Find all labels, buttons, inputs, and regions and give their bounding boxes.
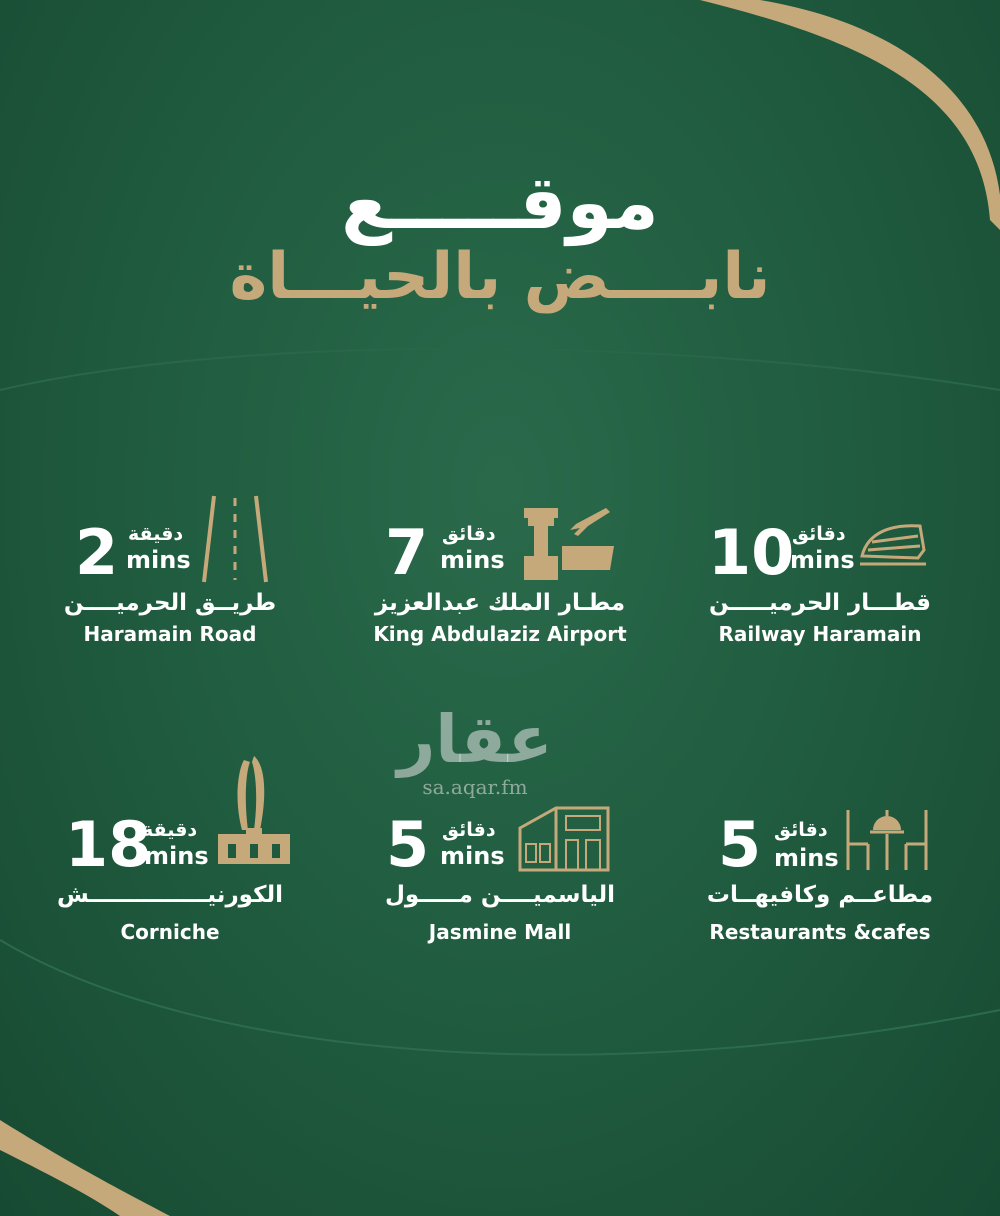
fountain-icon — [214, 750, 294, 870]
watermark-url: sa.aqar.fm — [422, 775, 528, 799]
minutes-unit-en: mins — [440, 842, 505, 870]
place-name-en: Restaurants &cafes — [709, 920, 931, 944]
place-name-ar: الكورنيـــــــــــــــش — [56, 882, 283, 908]
minutes-unit-en: mins — [440, 546, 505, 574]
airport-icon — [518, 504, 618, 584]
mall-icon — [516, 804, 611, 874]
place-name-en: King Abdulaziz Airport — [373, 622, 627, 646]
place-name-ar: مطاعــم وكافيهــات — [706, 882, 934, 908]
place-card-restaurants — [670, 790, 970, 950]
minutes-unit-ar: دقائق — [442, 819, 496, 841]
watermark-logo-ar: عقار — [397, 701, 553, 778]
restaurant-icon — [842, 804, 932, 874]
place-name-ar: الياسميــــن مـــــول — [384, 882, 616, 908]
place-name-ar: مطـار الملك عبدالعزيز — [374, 590, 626, 616]
place-name-en: Haramain Road — [83, 622, 257, 646]
minutes-value: 18 — [65, 808, 152, 881]
minutes-unit-en: mins — [774, 844, 839, 872]
minutes-unit-en: mins — [126, 546, 191, 574]
minutes-value: 5 — [718, 808, 762, 881]
minutes-unit-ar: دقائق — [792, 523, 846, 545]
minutes-unit-en: mins — [144, 842, 209, 870]
place-card-train — [670, 490, 970, 650]
place-name-ar: قطـــار الحرميـــــن — [709, 590, 931, 616]
watermark — [395, 701, 555, 799]
minutes-unit-ar: دقيقة — [142, 819, 198, 841]
place-name-en: Jasmine Mall — [428, 920, 572, 944]
train-icon — [858, 520, 928, 570]
place-name-en: Corniche — [120, 920, 220, 944]
place-card-jasmine-mall — [350, 790, 650, 950]
minutes-value: 5 — [386, 808, 430, 881]
minutes-value: 2 — [75, 516, 119, 589]
place-card-corniche — [20, 790, 320, 950]
road-icon — [200, 494, 270, 584]
minutes-unit-ar: دقيقة — [128, 523, 184, 545]
minutes-unit-ar: دقائق — [442, 523, 496, 545]
place-card-airport — [350, 490, 650, 650]
minutes-value: 7 — [385, 516, 429, 589]
minutes-unit-en: mins — [790, 546, 855, 574]
place-name-en: Railway Haramain — [718, 622, 922, 646]
title-line-2: نابــــض بالحيـــاة — [229, 240, 771, 314]
minutes-unit-ar: دقائق — [774, 819, 828, 841]
place-card-haramain-road — [20, 490, 320, 650]
minutes-value: 10 — [708, 516, 795, 589]
title-line-1: موقـــــع — [341, 160, 659, 246]
place-name-ar: طريــق الحرميــــن — [63, 590, 277, 616]
